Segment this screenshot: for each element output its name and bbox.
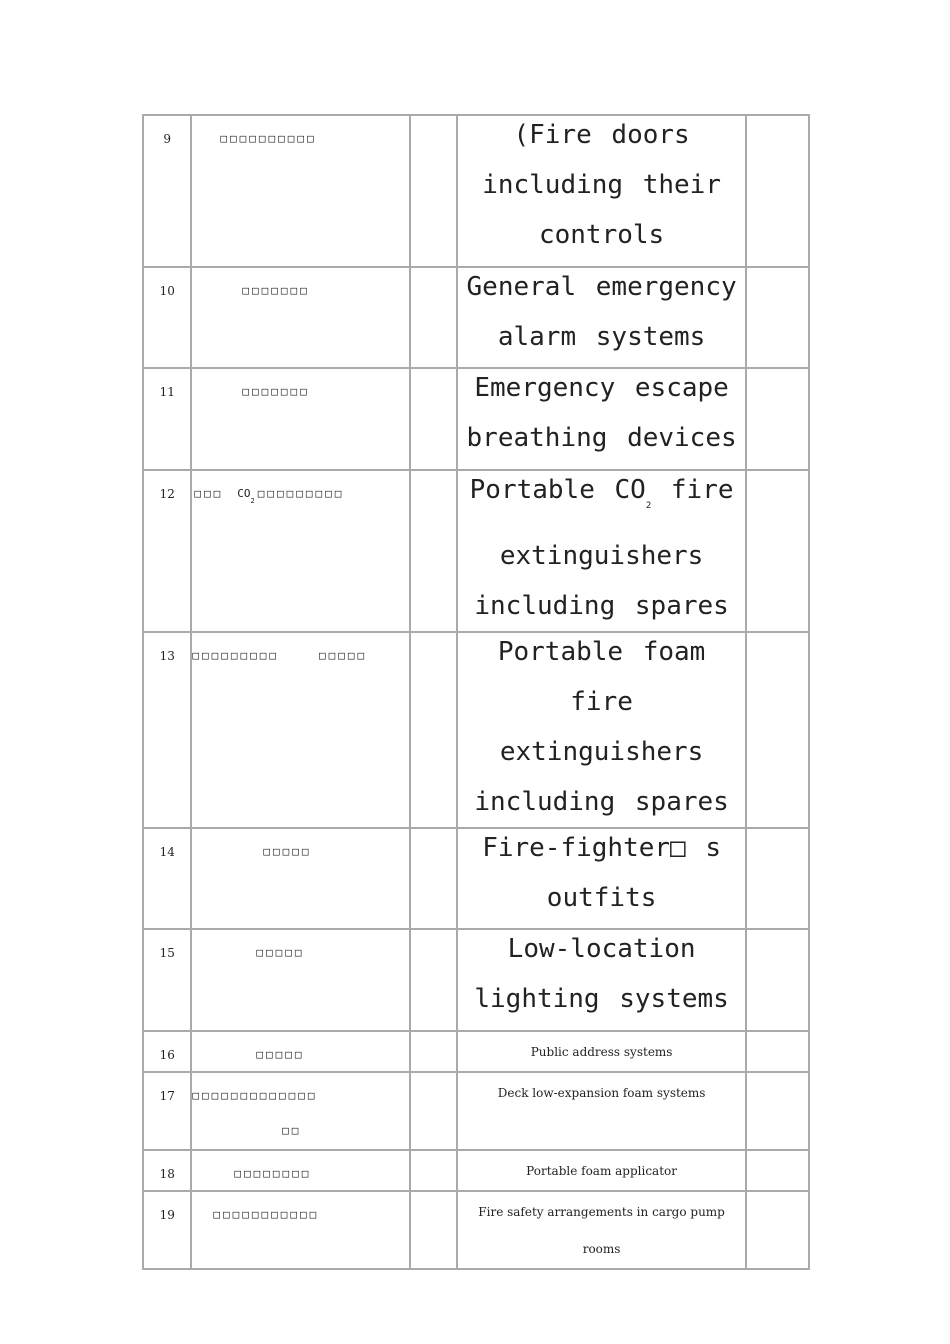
row-number: 14 — [143, 828, 191, 929]
row-number: 13 — [143, 632, 191, 828]
row-number: 15 — [143, 929, 191, 1031]
blank-cell — [410, 632, 456, 828]
row-number: 17 — [143, 1072, 191, 1150]
blank-cell — [410, 267, 456, 368]
table-row — [143, 1191, 809, 1269]
item-name-en: Low-location lighting systems — [474, 934, 729, 1014]
table-row — [143, 929, 809, 1031]
blank-cell — [410, 1031, 456, 1072]
row-number: 18 — [143, 1150, 191, 1191]
check-cell — [746, 1072, 809, 1150]
check-cell — [746, 470, 809, 632]
blank-cell — [410, 368, 456, 470]
row-number: 11 — [143, 368, 191, 470]
item-name-en: General emergency alarm systems — [466, 272, 737, 352]
blank-cell — [410, 115, 456, 267]
item-name-en: Deck low-expansion foam systems — [497, 1086, 706, 1100]
item-name-zh: □□□ $CO_2□□□□□□□□□$ — [194, 487, 345, 505]
row-number: 12 — [143, 470, 191, 632]
item-name-en: Portable foam applicator — [526, 1164, 677, 1178]
item-name-zh: □□□□□□□□□□ — [220, 132, 317, 145]
check-cell — [746, 632, 809, 828]
check-cell — [746, 929, 809, 1031]
item-name-zh: □□□□□□□□□□□ — [213, 1208, 320, 1221]
item-name-zh: □□□□□□□ — [242, 284, 310, 297]
check-cell — [746, 1191, 809, 1269]
blank-cell — [410, 1072, 456, 1150]
item-name-en: Portable foam fire extinguishers including spares — [474, 637, 729, 817]
blank-cell — [410, 1150, 456, 1191]
check-cell — [746, 828, 809, 929]
check-cell — [746, 115, 809, 267]
item-name-en: Emergency escape breathing devices — [466, 373, 737, 453]
item-name-zh: □□□□□□□□□□□□□ □□ — [192, 1089, 318, 1137]
blank-cell — [410, 1191, 456, 1269]
row-number: 10 — [143, 267, 191, 368]
item-name-zh: □□□□□ — [256, 1048, 305, 1061]
blank-cell — [410, 828, 456, 929]
item-name-zh: □□□□□ — [263, 845, 312, 858]
inspection-table — [142, 114, 810, 1270]
item-name-en: Fire safety arrangements in cargo pump rooms — [478, 1205, 725, 1256]
check-cell — [746, 1150, 809, 1191]
table-row — [143, 1072, 809, 1150]
item-name-en: Public address systems — [530, 1045, 673, 1059]
table-row — [143, 368, 809, 470]
row-number: 16 — [143, 1031, 191, 1072]
item-name-zh: □□□□□□□□□ □□□□□ — [192, 649, 368, 662]
item-name-en: Portable $CO_2$ fire extinguishers including spares — [469, 475, 734, 621]
item-name-zh: □□□□□ — [256, 946, 305, 959]
check-cell — [746, 368, 809, 470]
table-row — [143, 1031, 809, 1072]
row-number: 9 — [143, 115, 191, 267]
table-row — [143, 828, 809, 929]
table-row — [143, 470, 809, 632]
item-name-zh: □□□□□□□□ — [234, 1167, 312, 1180]
row-number: 19 — [143, 1191, 191, 1269]
table-row — [143, 267, 809, 368]
item-name-en: Fire-fighter□ s outfits — [482, 833, 721, 913]
item-name-zh: □□□□□□□ — [242, 385, 310, 398]
blank-cell — [410, 929, 456, 1031]
item-name-en: (Fire doors including their controls — [482, 120, 721, 250]
table-row — [143, 1150, 809, 1191]
check-cell — [746, 267, 809, 368]
table-row — [143, 632, 809, 828]
blank-cell — [410, 470, 456, 632]
check-cell — [746, 1031, 809, 1072]
table-row — [143, 115, 809, 267]
